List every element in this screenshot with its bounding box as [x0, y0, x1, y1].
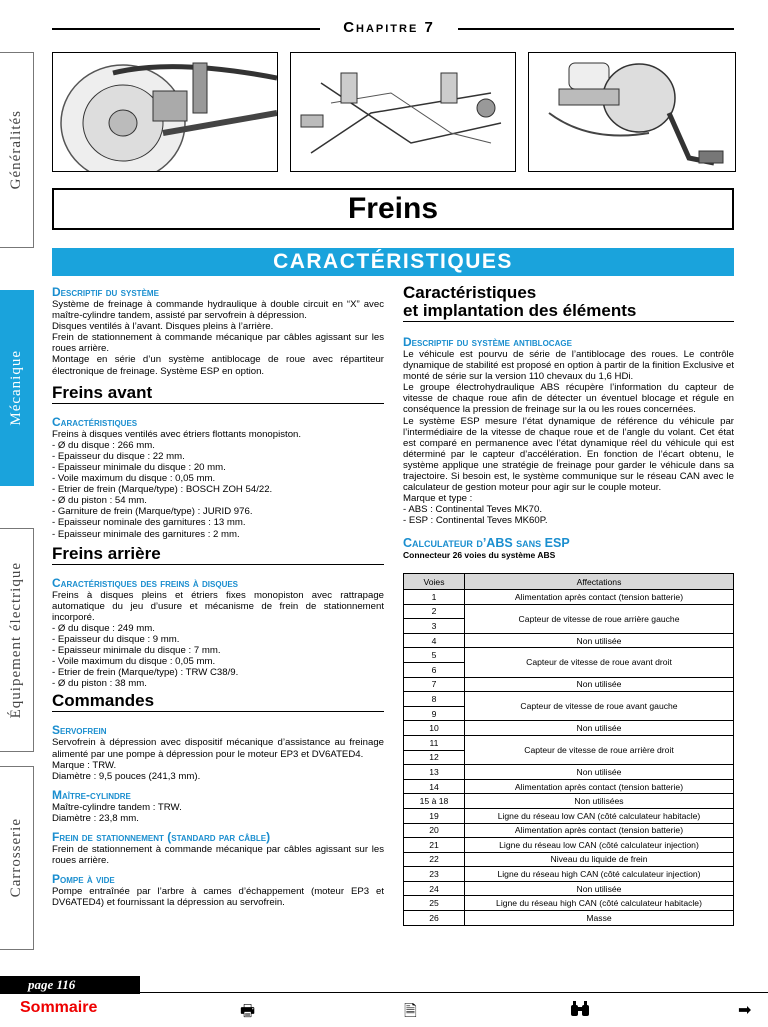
affectation-cell: Non utilisée	[465, 765, 734, 780]
affectation-cell: Capteur de vitesse de roue arrière droit	[465, 735, 734, 764]
affectation-cell: Ligne du réseau high CAN (côté calculateur injection)	[465, 867, 734, 882]
heading-calculateur-abs: Calculateur d’ABS sans ESP	[403, 535, 570, 550]
next-arrow-icon[interactable]: ➡	[738, 1002, 752, 1019]
binoculars-icon[interactable]	[570, 1000, 590, 1023]
abs-connector-table	[403, 573, 734, 926]
affectation-cell: Non utilisée	[465, 677, 734, 692]
heading-frein-stationnement: Frein de stationnement (standard par câble)	[52, 830, 271, 844]
table-row	[404, 735, 734, 750]
table-row	[404, 677, 734, 692]
maitre-cylindre-text: Maître-cylindre tandem : TRW. Diamètre : 23,8 mm.	[52, 801, 182, 824]
section-freins-avant: Freins avant	[52, 383, 384, 404]
voie-cell: 23	[404, 867, 465, 882]
table-row	[404, 721, 734, 736]
antiblocage-text: Le véhicule est pourvu de série de l’antiblocage des roues. Le contrôle dynamique de stabilité est proposé en option à partir de la finition Exclusive et monté de série sur la version 110 chevaux du 1,6 HDi. Le groupe électrohydraulique ABS récupère l’information du capteur de vitesse de chaque roue afin de détecter un éventuel blocage et régule en conséquence la pression de freinage sur la ou les roues concernées. Le système ESP mesure l’état dynamique de référence du véhicule par l’intermédiaire de la vitesse de chaque roue et de l’angle du volant. Cet état est comparé en permanence avec l’état dynamique réel du véhicule qui est déterminé par le capteur d’accélération. En fonction de l’écart obtenu, le système applique une stratégie de freinage pour garder le véhicule dans sa trajectoire. Si besoin est, le système communique sur le réseau CAN avec le calculateur de gestion moteur pour agir sur le couple moteur. Marque et type : - ABS : Continental Teves MK70. - ESP : Continental Teves MK60P.	[403, 349, 734, 527]
header-affectations: Affectations	[465, 574, 734, 590]
freins-arriere-list: Freins à disques pleins et étriers fixes monopiston avec rattrapage automatique du jeu d’usure et mécanisme de frein de stationnement incorporé. - Ø du disque : 249 mm. - Epaisseur du disque : 9 mm. - Epaisseur minimale du disque : 7 mm. - Voile maximum du disque : 0,05 mm. - Etrier de frein (Marque/type) : TRW C38/9. - Ø du piston : 38 mm.	[52, 589, 384, 690]
voie-cell: 14	[404, 779, 465, 794]
page-number: page 116	[28, 977, 76, 992]
affectation-cell: Alimentation après contact (tension batterie)	[465, 779, 734, 794]
affectation-cell: Alimentation après contact (tension batterie)	[465, 590, 734, 605]
voie-cell: 13	[404, 765, 465, 780]
affectation-cell: Non utilisée	[465, 633, 734, 648]
table-row	[404, 911, 734, 926]
table-row	[404, 838, 734, 853]
voie-cell: 6	[404, 662, 465, 677]
pompe-a-vide-text: Pompe entraînée par l’arbre à cames d’échappement (moteur EP3 et DV6ATED4) et fournissant la dépression au servofrein.	[52, 886, 384, 909]
voie-cell: 25	[404, 896, 465, 911]
table-caption: Connecteur 26 voies du système ABS	[403, 549, 556, 560]
voie-cell: 12	[404, 750, 465, 765]
voie-cell: 10	[404, 721, 465, 736]
table-row	[404, 867, 734, 882]
header-rule-right	[458, 28, 734, 30]
section-commandes: Commandes	[52, 691, 384, 712]
section-freins-arriere: Freins arrière	[52, 544, 384, 565]
voie-cell: 9	[404, 706, 465, 721]
affectation-cell: Ligne du réseau low CAN (côté calculateur habitacle)	[465, 808, 734, 823]
affectation-cell: Alimentation après contact (tension batterie)	[465, 823, 734, 838]
voie-cell: 20	[404, 823, 465, 838]
heading-descriptif-antiblocage: Descriptif du système antiblocage	[403, 335, 572, 349]
table-row	[404, 779, 734, 794]
table-row	[404, 604, 734, 619]
table-header-row	[404, 574, 734, 590]
affectation-cell: Niveau du liquide de frein	[465, 852, 734, 867]
affectation-cell: Ligne du réseau high CAN (côté calculateur habitacle)	[465, 896, 734, 911]
affectation-cell: Capteur de vitesse de roue avant gauche	[465, 692, 734, 721]
sommaire-link[interactable]: Sommaire	[20, 999, 98, 1016]
affectation-cell: Masse	[465, 911, 734, 926]
voie-cell: 11	[404, 735, 465, 750]
table-row	[404, 692, 734, 707]
affectation-cell: Non utilisées	[465, 794, 734, 809]
frein-stationnement-text: Frein de stationnement à commande mécanique par câbles agissant sur les roues arrière.	[52, 844, 384, 867]
tab-carrosserie[interactable]: Carrosserie	[0, 766, 34, 950]
brake-circuit-illustration	[290, 52, 516, 172]
voie-cell: 5	[404, 648, 465, 663]
page-title: Freins	[347, 192, 439, 225]
table-row	[404, 881, 734, 896]
table-row	[404, 808, 734, 823]
voie-cell: 7	[404, 677, 465, 692]
affectation-cell: Ligne du réseau low CAN (côté calculateur injection)	[465, 838, 734, 853]
voie-cell: 2	[404, 604, 465, 619]
voie-cell: 24	[404, 881, 465, 896]
brake-disc-illustration	[52, 52, 278, 172]
abs-table-body	[404, 590, 734, 926]
tab-generalites[interactable]: Généralités	[0, 52, 34, 248]
affectation-cell: Capteur de vitesse de roue avant droit	[465, 648, 734, 677]
heading-caracteristiques-arriere: Caractéristiques des freins à disques	[52, 575, 239, 590]
table-row	[404, 852, 734, 867]
chapter-title: Chapitre 7	[343, 19, 435, 36]
left-column	[52, 286, 384, 908]
right-column	[403, 284, 734, 561]
footer-rule	[140, 992, 768, 993]
table-row	[404, 896, 734, 911]
voie-cell: 26	[404, 911, 465, 926]
descriptif-text: Système de freinage à commande hydraulique à double circuit en “X” avec maître-cylindre tandem, assisté par servofrein à dépression. Disques ventilés à l’avant. Disques pleins à l’arrière. Frein de stationnement à commande mécanique par câbles agissant sur les roues arrière. Montage en série d’un système antiblocage de roue avec répartiteur électronique de freinage. Système ESP en option.	[52, 299, 384, 377]
voie-cell: 1	[404, 590, 465, 605]
page-title-box	[52, 188, 734, 230]
affectation-cell: Capteur de vitesse de roue arrière gauche	[465, 604, 734, 633]
voie-cell: 19	[404, 808, 465, 823]
heading-descriptif: Descriptif du système	[52, 285, 159, 299]
affectation-cell: Non utilisée	[465, 881, 734, 896]
heading-caracteristiques-avant: Caractéristiques	[52, 414, 138, 429]
printer-icon[interactable]: 🖶	[240, 1003, 256, 1020]
table-row	[404, 765, 734, 780]
voie-cell: 21	[404, 838, 465, 853]
heading-maitre-cylindre: Maître-cylindre	[52, 787, 131, 802]
section-band: CARACTÉRISTIQUES	[52, 248, 734, 276]
document-icon[interactable]: 🗎	[404, 1003, 417, 1020]
master-cylinder-illustration	[528, 52, 736, 172]
tab-equipement-electrique[interactable]: Équipement électrique	[0, 528, 34, 752]
section-implantation: Caractéristiques et implantation des éléments	[403, 284, 734, 322]
header-rule-left	[52, 28, 320, 30]
table-row	[404, 590, 734, 605]
servofrein-text: Servofrein à dépression avec dispositif mécanique d’assistance au freinage alimenté par une pompe à dépression pour le moteur EP3 et DV6ATED4. Marque : TRW. Diamètre : 9,5 pouces (241,3 mm).	[52, 737, 384, 782]
freins-avant-list: Freins à disques ventilés avec étriers flottants monopiston. - Ø du disque : 266 mm. - Epaisseur du disque : 22 mm. - Epaisseur minimale du disque : 20 mm. - Voile maximum du disque : 0,05 mm. - Etrier de frein (Marque/type) : BOSCH ZOH 54/22. - Ø du piston : 54 mm. - Garniture de frein (Marque/type) : JURID 976. - Epaisseur nominale des garnitures : 13 mm. - Epaisseur minimale des garnitures : 2 mm.	[52, 428, 302, 540]
table-row	[404, 823, 734, 838]
voie-cell: 4	[404, 633, 465, 648]
voie-cell: 3	[404, 619, 465, 634]
voie-cell: 22	[404, 852, 465, 867]
affectation-cell: Non utilisée	[465, 721, 734, 736]
heading-servofrein: Servofrein	[52, 723, 107, 738]
voie-cell: 8	[404, 692, 465, 707]
table-row	[404, 633, 734, 648]
table-row	[404, 648, 734, 663]
header-voies: Voies	[404, 574, 465, 590]
heading-pompe-a-vide: Pompe à vide	[52, 872, 115, 887]
voie-cell: 15 à 18	[404, 794, 465, 809]
tab-mecanique[interactable]: Mécanique	[0, 290, 34, 486]
table-row	[404, 794, 734, 809]
